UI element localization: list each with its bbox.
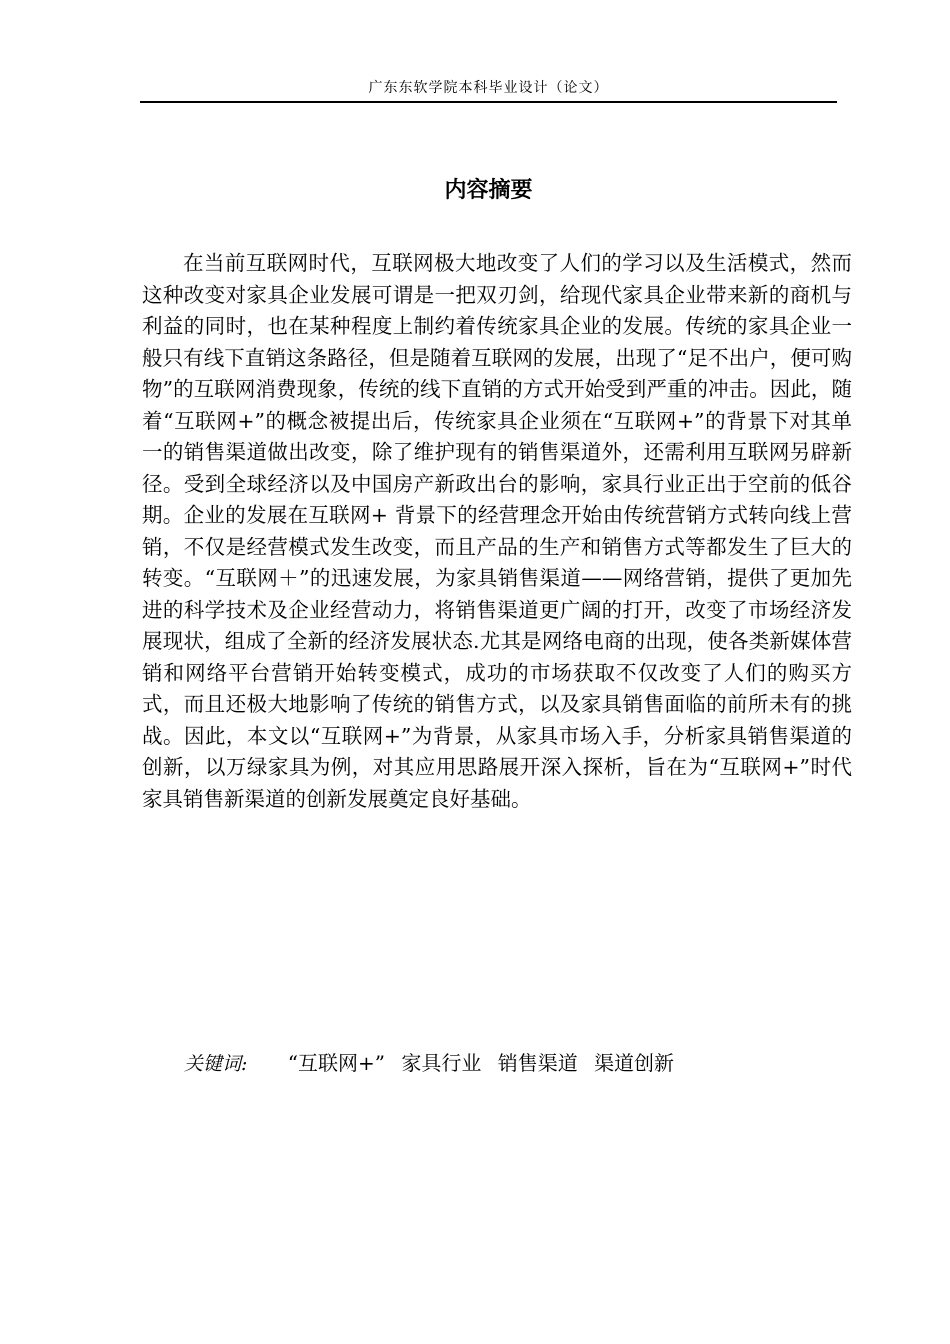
keywords-label: 关键词: xyxy=(184,1053,248,1075)
header-rule xyxy=(140,101,837,103)
keywords-line xyxy=(184,1048,844,1079)
keyword: 渠道创新 xyxy=(594,1051,675,1075)
keyword: 销售渠道 xyxy=(497,1051,578,1075)
running-header: 广东东软学院本科毕业设计（论文） xyxy=(368,80,609,96)
abstract-body: 在当前互联网时代，互联网极大地改变了人们的学习以及生活模式，然而这种改变对家具企业发展可谓是一把双刃剑，给现代家具企业带来新的商机与利益的同时，也在某种程度上制约着传统家具企业的发展。传统的家具企业一般只有线下直销这条路径，但是随着互联网的发展，出现了“足不出户，便可购物”的互联网消费现象，传统的线下直销的方式开始受到严重的冲击。因此，随着“互联网+”的概念被提出后，传统家具企业须在“互联网+”的背景下对其单一的销售渠道做出改变，除了维护现有的销售渠道外，还需利用互联网另辟新径。受到全球经济以及中国房产新政出台的影响，家具行业正出于空前的低谷期。企业的发展在互联网+ 背景下的经营理念开始由传统营销方式转向线上营销，不仅是经营模式发生改变，而且产品的生产和销售方式等都发生了巨大的转变。“互联网＋”的迅速发展，为家具销售渠道——网络营销，提供了更加先进的科学技术及企业经营动力，将销售渠道更广阔的打开，改变了市场经济发展现状，组成了全新的经济发展状态.尤其是网络电商的出现，使各类新媒体营销和网络平台营销开始转变模式，成功的市场获取不仅改变了人们的购买方式，而且还极大地影响了传统的销售方式，以及家具销售面临的前所未有的挑战。因此，本文以“互联网+”为背景，从家具市场入手，分析家具销售渠道的创新，以万绿家具为例，对其应用思路展开深入探析，旨在为“互联网+”时代家具销售新渠道的创新发展奠定良好基础。 xyxy=(142,251,852,811)
abstract-title: 内容摘要 xyxy=(444,178,533,203)
keyword: “互联网+” xyxy=(287,1051,385,1075)
keyword: 家具行业 xyxy=(401,1051,482,1075)
